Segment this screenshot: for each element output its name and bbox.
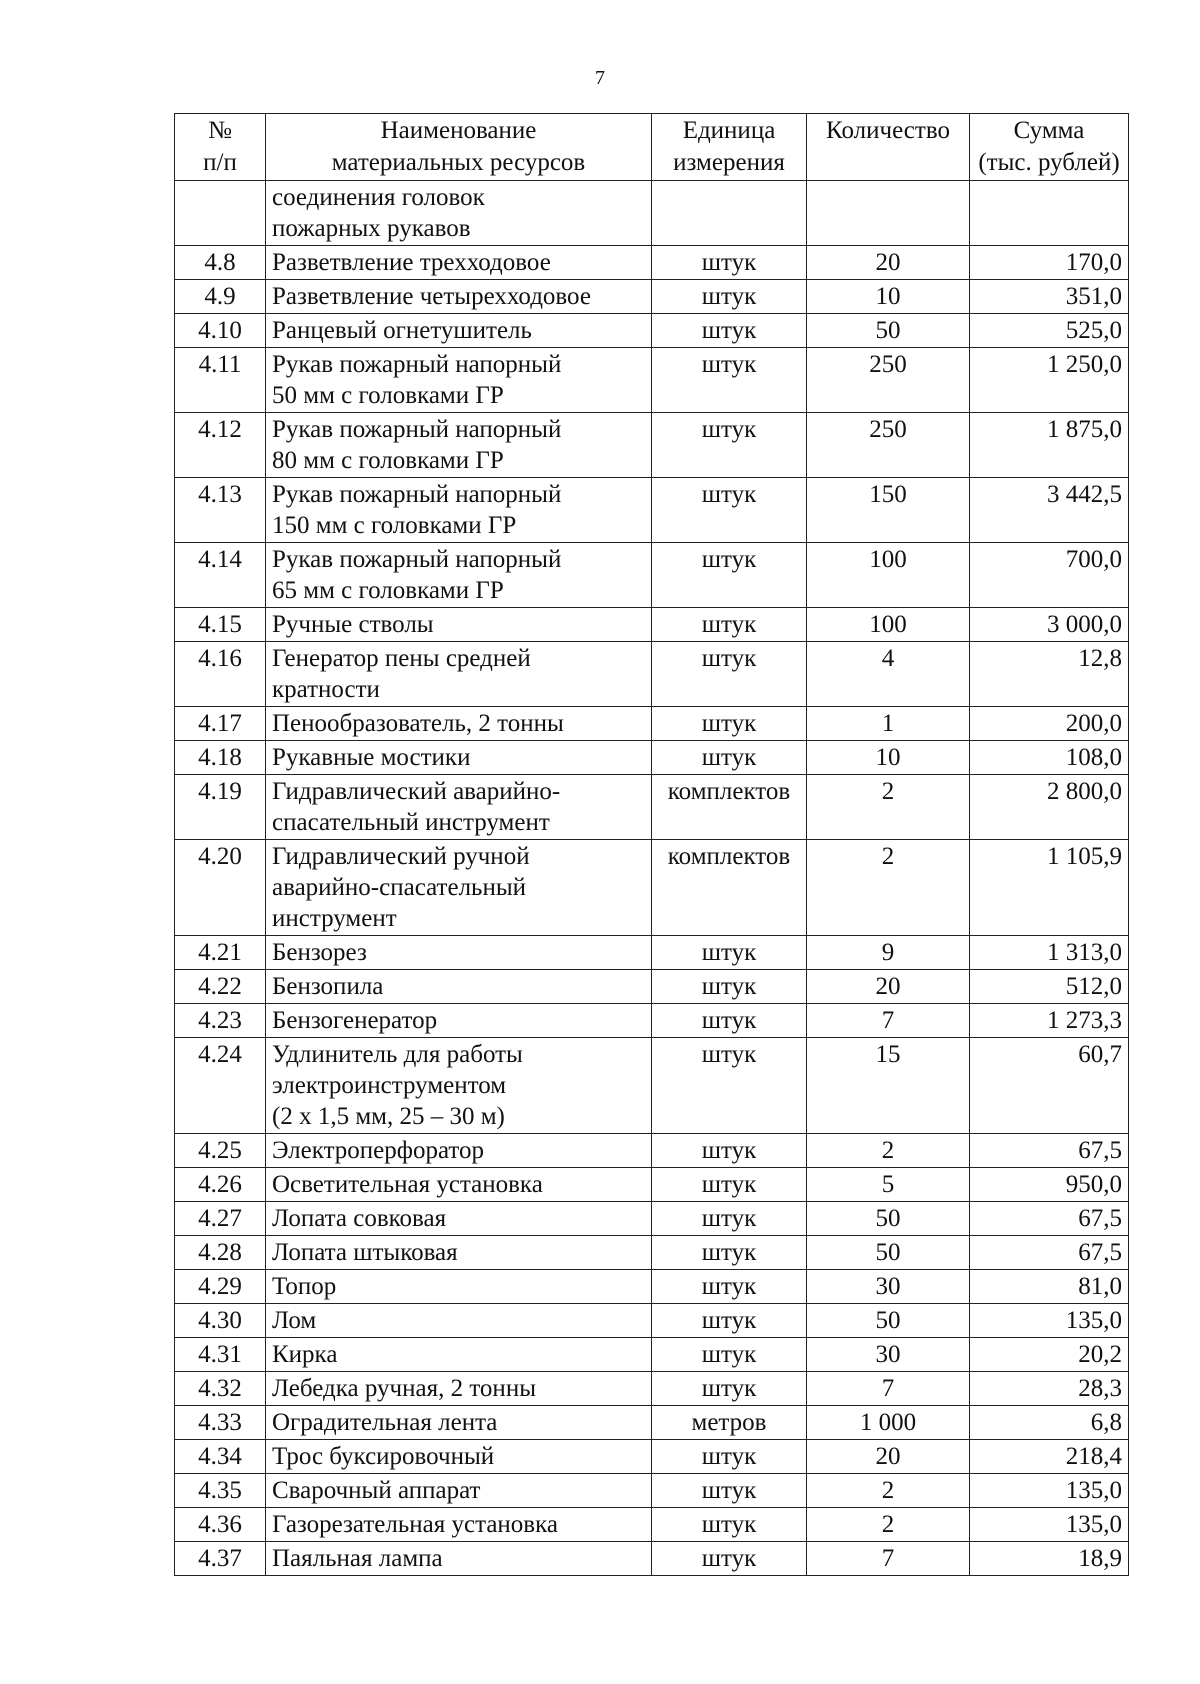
cell-number: 4.37 bbox=[175, 1542, 266, 1576]
cell-number bbox=[175, 181, 266, 246]
table-row bbox=[175, 741, 1129, 775]
cell-quantity: 30 bbox=[807, 1338, 970, 1372]
cell-quantity: 15 bbox=[807, 1038, 970, 1134]
cell-number: 4.12 bbox=[175, 413, 266, 478]
cell-name: Удлинитель для работы электроинструментом (2 х 1,5 мм, 25 – 30 м) bbox=[266, 1038, 652, 1134]
table-row bbox=[175, 1508, 1129, 1542]
cell-number: 4.10 bbox=[175, 314, 266, 348]
table-row bbox=[175, 642, 1129, 707]
cell-name: Генератор пены средней кратности bbox=[266, 642, 652, 707]
cell-sum: 351,0 bbox=[970, 280, 1129, 314]
cell-sum: 135,0 bbox=[970, 1474, 1129, 1508]
cell-number: 4.8 bbox=[175, 246, 266, 280]
cell-number: 4.24 bbox=[175, 1038, 266, 1134]
cell-name: Лопата совковая bbox=[266, 1202, 652, 1236]
cell-name: Бензогенератор bbox=[266, 1004, 652, 1038]
cell-quantity: 2 bbox=[807, 775, 970, 840]
table-row bbox=[175, 1474, 1129, 1508]
cell-number: 4.23 bbox=[175, 1004, 266, 1038]
cell-number: 4.11 bbox=[175, 348, 266, 413]
cell-sum: 950,0 bbox=[970, 1168, 1129, 1202]
cell-unit: штук bbox=[652, 1304, 807, 1338]
cell-quantity: 2 bbox=[807, 840, 970, 936]
cell-unit: штук bbox=[652, 314, 807, 348]
page-number: 7 bbox=[595, 67, 605, 89]
table-row bbox=[175, 1202, 1129, 1236]
cell-number: 4.22 bbox=[175, 970, 266, 1004]
cell-name: Лопата штыковая bbox=[266, 1236, 652, 1270]
cell-name: Рукав пожарный напорный 150 мм с головками ГР bbox=[266, 478, 652, 543]
cell-name: Лом bbox=[266, 1304, 652, 1338]
cell-unit: штук bbox=[652, 1202, 807, 1236]
cell-number: 4.14 bbox=[175, 543, 266, 608]
cell-unit: штук bbox=[652, 1338, 807, 1372]
cell-sum: 135,0 bbox=[970, 1508, 1129, 1542]
cell-quantity: 50 bbox=[807, 1236, 970, 1270]
cell-name: Гидравлический ручной аварийно-спасательный инструмент bbox=[266, 840, 652, 936]
cell-unit: штук bbox=[652, 543, 807, 608]
table-row bbox=[175, 543, 1129, 608]
cell-sum: 170,0 bbox=[970, 246, 1129, 280]
cell-sum: 67,5 bbox=[970, 1202, 1129, 1236]
cell-quantity: 150 bbox=[807, 478, 970, 543]
cell-unit: штук bbox=[652, 936, 807, 970]
cell-number: 4.25 bbox=[175, 1134, 266, 1168]
cell-number: 4.19 bbox=[175, 775, 266, 840]
table-row bbox=[175, 1440, 1129, 1474]
cell-unit: штук bbox=[652, 478, 807, 543]
cell-unit: штук bbox=[652, 280, 807, 314]
cell-unit: комплектов bbox=[652, 775, 807, 840]
cell-unit: штук bbox=[652, 1508, 807, 1542]
table-row bbox=[175, 1236, 1129, 1270]
cell-sum: 67,5 bbox=[970, 1134, 1129, 1168]
cell-name: Газорезательная установка bbox=[266, 1508, 652, 1542]
cell-name: Электроперфоратор bbox=[266, 1134, 652, 1168]
table-row bbox=[175, 314, 1129, 348]
cell-quantity: 5 bbox=[807, 1168, 970, 1202]
cell-name: Кирка bbox=[266, 1338, 652, 1372]
cell-name: Осветительная установка bbox=[266, 1168, 652, 1202]
cell-unit: штук bbox=[652, 608, 807, 642]
cell-name: Ручные стволы bbox=[266, 608, 652, 642]
cell-number: 4.26 bbox=[175, 1168, 266, 1202]
cell-sum: 1 313,0 bbox=[970, 936, 1129, 970]
cell-number: 4.21 bbox=[175, 936, 266, 970]
cell-quantity: 100 bbox=[807, 608, 970, 642]
cell-number: 4.27 bbox=[175, 1202, 266, 1236]
cell-name: Оградительная лента bbox=[266, 1406, 652, 1440]
cell-quantity: 10 bbox=[807, 741, 970, 775]
cell-unit: штук bbox=[652, 1542, 807, 1576]
table-row bbox=[175, 840, 1129, 936]
cell-quantity: 20 bbox=[807, 246, 970, 280]
table-header-row bbox=[175, 114, 1129, 181]
table-body bbox=[175, 181, 1129, 1576]
cell-sum: 2 800,0 bbox=[970, 775, 1129, 840]
cell-sum: 1 105,9 bbox=[970, 840, 1129, 936]
cell-name: Рукав пожарный напорный 80 мм с головками ГР bbox=[266, 413, 652, 478]
table-row bbox=[175, 1304, 1129, 1338]
cell-sum: 28,3 bbox=[970, 1372, 1129, 1406]
cell-unit: штук bbox=[652, 1270, 807, 1304]
cell-unit: штук bbox=[652, 413, 807, 478]
table-row bbox=[175, 1270, 1129, 1304]
cell-sum: 3 442,5 bbox=[970, 478, 1129, 543]
cell-unit: штук bbox=[652, 1236, 807, 1270]
header-unit: Единица измерения bbox=[652, 114, 807, 181]
table-row bbox=[175, 1372, 1129, 1406]
header-name: Наименование материальных ресурсов bbox=[266, 114, 652, 181]
cell-sum: 1 250,0 bbox=[970, 348, 1129, 413]
table-row bbox=[175, 1338, 1129, 1372]
cell-unit: штук bbox=[652, 1474, 807, 1508]
cell-number: 4.9 bbox=[175, 280, 266, 314]
cell-number: 4.28 bbox=[175, 1236, 266, 1270]
cell-number: 4.33 bbox=[175, 1406, 266, 1440]
cell-name: Разветвление четырехходовое bbox=[266, 280, 652, 314]
table-row bbox=[175, 707, 1129, 741]
cell-quantity bbox=[807, 181, 970, 246]
cell-quantity: 2 bbox=[807, 1134, 970, 1168]
cell-sum: 1 875,0 bbox=[970, 413, 1129, 478]
cell-number: 4.18 bbox=[175, 741, 266, 775]
cell-sum: 67,5 bbox=[970, 1236, 1129, 1270]
cell-name: соединения головок пожарных рукавов bbox=[266, 181, 652, 246]
cell-name: Трос буксировочный bbox=[266, 1440, 652, 1474]
cell-unit: штук bbox=[652, 1038, 807, 1134]
cell-unit: штук bbox=[652, 1004, 807, 1038]
cell-quantity: 7 bbox=[807, 1372, 970, 1406]
cell-name: Паяльная лампа bbox=[266, 1542, 652, 1576]
cell-quantity: 100 bbox=[807, 543, 970, 608]
cell-name: Бензорез bbox=[266, 936, 652, 970]
cell-quantity: 7 bbox=[807, 1542, 970, 1576]
cell-sum: 700,0 bbox=[970, 543, 1129, 608]
cell-unit: штук bbox=[652, 348, 807, 413]
cell-sum bbox=[970, 181, 1129, 246]
cell-sum: 135,0 bbox=[970, 1304, 1129, 1338]
cell-sum: 18,9 bbox=[970, 1542, 1129, 1576]
cell-quantity: 20 bbox=[807, 970, 970, 1004]
header-quantity: Количество bbox=[807, 114, 970, 181]
cell-sum: 218,4 bbox=[970, 1440, 1129, 1474]
cell-number: 4.29 bbox=[175, 1270, 266, 1304]
cell-unit bbox=[652, 181, 807, 246]
cell-sum: 1 273,3 bbox=[970, 1004, 1129, 1038]
cell-name: Топор bbox=[266, 1270, 652, 1304]
cell-number: 4.34 bbox=[175, 1440, 266, 1474]
cell-quantity: 50 bbox=[807, 1304, 970, 1338]
cell-number: 4.36 bbox=[175, 1508, 266, 1542]
table-row bbox=[175, 970, 1129, 1004]
cell-name: Бензопила bbox=[266, 970, 652, 1004]
cell-name: Лебедка ручная, 2 тонны bbox=[266, 1372, 652, 1406]
cell-name: Рукав пожарный напорный 50 мм с головками ГР bbox=[266, 348, 652, 413]
cell-name: Разветвление трехходовое bbox=[266, 246, 652, 280]
cell-sum: 60,7 bbox=[970, 1038, 1129, 1134]
table-row bbox=[175, 1134, 1129, 1168]
table-row bbox=[175, 1406, 1129, 1440]
cell-number: 4.35 bbox=[175, 1474, 266, 1508]
cell-name: Рукавные мостики bbox=[266, 741, 652, 775]
cell-quantity: 10 bbox=[807, 280, 970, 314]
cell-quantity: 250 bbox=[807, 413, 970, 478]
cell-quantity: 2 bbox=[807, 1474, 970, 1508]
cell-name: Рукав пожарный напорный 65 мм с головками ГР bbox=[266, 543, 652, 608]
table-row bbox=[175, 936, 1129, 970]
cell-name: Сварочный аппарат bbox=[266, 1474, 652, 1508]
cell-quantity: 30 bbox=[807, 1270, 970, 1304]
cell-quantity: 1 000 bbox=[807, 1406, 970, 1440]
table-row bbox=[175, 1038, 1129, 1134]
table-row bbox=[175, 1542, 1129, 1576]
cell-quantity: 50 bbox=[807, 314, 970, 348]
cell-unit: штук bbox=[652, 642, 807, 707]
cell-number: 4.13 bbox=[175, 478, 266, 543]
table-row bbox=[175, 775, 1129, 840]
table-row bbox=[175, 280, 1129, 314]
cell-unit: комплектов bbox=[652, 840, 807, 936]
cell-sum: 81,0 bbox=[970, 1270, 1129, 1304]
cell-sum: 200,0 bbox=[970, 707, 1129, 741]
table-row bbox=[175, 1004, 1129, 1038]
cell-sum: 512,0 bbox=[970, 970, 1129, 1004]
cell-quantity: 4 bbox=[807, 642, 970, 707]
table-row bbox=[175, 608, 1129, 642]
cell-name: Ранцевый огнетушитель bbox=[266, 314, 652, 348]
table-row bbox=[175, 1168, 1129, 1202]
table-row bbox=[175, 413, 1129, 478]
cell-quantity: 250 bbox=[807, 348, 970, 413]
table-row bbox=[175, 348, 1129, 413]
cell-number: 4.30 bbox=[175, 1304, 266, 1338]
cell-sum: 108,0 bbox=[970, 741, 1129, 775]
cell-number: 4.17 bbox=[175, 707, 266, 741]
table-row bbox=[175, 246, 1129, 280]
cell-number: 4.20 bbox=[175, 840, 266, 936]
cell-unit: метров bbox=[652, 1406, 807, 1440]
cell-quantity: 7 bbox=[807, 1004, 970, 1038]
cell-sum: 6,8 bbox=[970, 1406, 1129, 1440]
cell-quantity: 2 bbox=[807, 1508, 970, 1542]
cell-unit: штук bbox=[652, 1440, 807, 1474]
cell-quantity: 20 bbox=[807, 1440, 970, 1474]
cell-number: 4.32 bbox=[175, 1372, 266, 1406]
cell-name: Гидравлический аварийно- спасательный инструмент bbox=[266, 775, 652, 840]
cell-unit: штук bbox=[652, 246, 807, 280]
cell-name: Пенообразователь, 2 тонны bbox=[266, 707, 652, 741]
cell-unit: штук bbox=[652, 1134, 807, 1168]
table-row bbox=[175, 181, 1129, 246]
cell-number: 4.31 bbox=[175, 1338, 266, 1372]
cell-number: 4.15 bbox=[175, 608, 266, 642]
cell-unit: штук bbox=[652, 707, 807, 741]
cell-sum: 3 000,0 bbox=[970, 608, 1129, 642]
table-row bbox=[175, 478, 1129, 543]
header-number: № п/п bbox=[175, 114, 266, 181]
cell-unit: штук bbox=[652, 1372, 807, 1406]
header-sum: Сумма (тыс. рублей) bbox=[970, 114, 1129, 181]
cell-sum: 525,0 bbox=[970, 314, 1129, 348]
cell-unit: штук bbox=[652, 970, 807, 1004]
cell-quantity: 9 bbox=[807, 936, 970, 970]
resources-table bbox=[174, 113, 1129, 1576]
cell-unit: штук bbox=[652, 741, 807, 775]
cell-quantity: 1 bbox=[807, 707, 970, 741]
cell-sum: 12,8 bbox=[970, 642, 1129, 707]
cell-number: 4.16 bbox=[175, 642, 266, 707]
cell-sum: 20,2 bbox=[970, 1338, 1129, 1372]
cell-quantity: 50 bbox=[807, 1202, 970, 1236]
cell-unit: штук bbox=[652, 1168, 807, 1202]
